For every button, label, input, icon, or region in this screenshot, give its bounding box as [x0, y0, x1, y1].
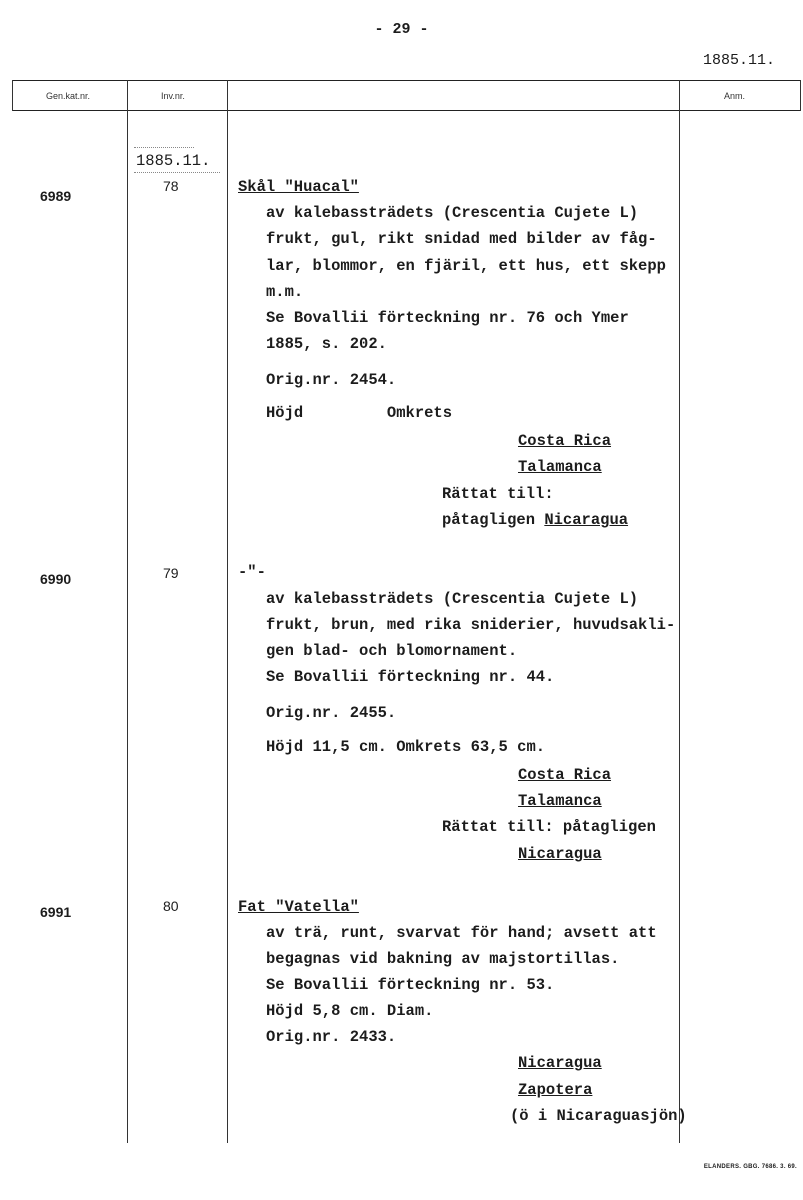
entry-note: [442, 511, 628, 529]
column-divider-gen: [127, 80, 128, 1143]
entry-inv-nr: 79: [163, 565, 179, 581]
column-divider-right: [800, 80, 801, 111]
entry-line: av kalebassträdets (Crescentia Cujete L): [266, 204, 639, 222]
entry-inv-nr: 78: [163, 178, 179, 194]
entry-note: Rättat till: påtagligen: [442, 818, 656, 836]
entry-place: Talamanca: [518, 792, 602, 810]
entry-line: 1885, s. 202.: [266, 335, 387, 353]
table-header-rule: [12, 110, 801, 111]
entry-gen-nr: 6990: [40, 571, 72, 587]
entry-line: Se Bovallii förteckning nr. 44.: [266, 668, 555, 686]
entry-line: begagnas vid bakning av majstortillas.: [266, 950, 620, 968]
col-header-gen-kat-nr: Gen.kat.nr.: [46, 91, 91, 101]
entry-line: frukt, gul, rikt snidad med bilder av fåg-: [266, 230, 657, 248]
entry-line: Se Bovallii förteckning nr. 53.: [266, 976, 555, 994]
entry-line: gen blad- och blomornament.: [266, 642, 518, 660]
entry-line: Orig.nr. 2454.: [266, 371, 397, 389]
entry-note: (ö i Nicaraguasjön): [510, 1107, 687, 1125]
entry-place: Zapotera: [518, 1081, 593, 1099]
col-header-anm: Anm.: [724, 91, 746, 101]
entry-line: Höjd 5,8 cm. Diam.: [266, 1002, 434, 1020]
page-number: - 29 -: [374, 21, 429, 38]
entry-place: Costa Rica: [518, 766, 612, 784]
entry-place: Nicaragua: [518, 1054, 602, 1072]
column-divider-inv: [227, 80, 228, 1143]
entry-line: Orig.nr. 2433.: [266, 1028, 397, 1046]
entry-line: Se Bovallii förteckning nr. 76 och Ymer: [266, 309, 629, 327]
entry-line: Orig.nr. 2455.: [266, 704, 397, 722]
entry-gen-nr: 6991: [40, 904, 72, 920]
entry-line: frukt, brun, med rika sniderier, huvudsakli-: [266, 616, 676, 634]
entry-place: Talamanca: [518, 458, 602, 476]
entry-note: Rättat till:: [442, 485, 554, 503]
table-top-rule: [12, 80, 801, 81]
header-year: 1885.11.: [702, 52, 775, 69]
entry-line: m.m.: [266, 283, 304, 301]
entry-place: Costa Rica: [518, 432, 612, 450]
entry-title: Skål "Huacal": [238, 178, 359, 196]
accession-label: 1885.11.: [136, 152, 211, 170]
entry-note-place: Nicaragua: [518, 845, 602, 863]
entry-gen-nr: 6989: [40, 188, 72, 204]
col-header-inv-nr: Inv.nr.: [161, 91, 185, 101]
entry-title: -"-: [238, 563, 266, 581]
entry-inv-nr: 80: [163, 898, 179, 914]
column-divider-anm: [679, 80, 680, 1143]
column-divider-left: [12, 80, 13, 111]
dotted-mark: [134, 147, 194, 148]
entry-title: Fat "Vatella": [238, 898, 359, 916]
entry-line: av trä, runt, svarvat för hand; avsett att: [266, 924, 657, 942]
printer-footer: ELANDERS. GBG. 7686. 3. 69.: [703, 1164, 797, 1170]
dotted-mark: [134, 172, 220, 173]
entry-line: lar, blommor, en fjäril, ett hus, ett skepp: [266, 257, 666, 275]
entry-line: Höjd 11,5 cm. Omkrets 63,5 cm.: [266, 738, 546, 756]
entry-line: av kalebassträdets (Crescentia Cujete L): [266, 590, 639, 608]
entry-line: Höjd Omkrets: [266, 404, 453, 422]
entry-note-text: påtagligen: [442, 511, 545, 529]
entry-note-place: Nicaragua: [544, 511, 629, 529]
